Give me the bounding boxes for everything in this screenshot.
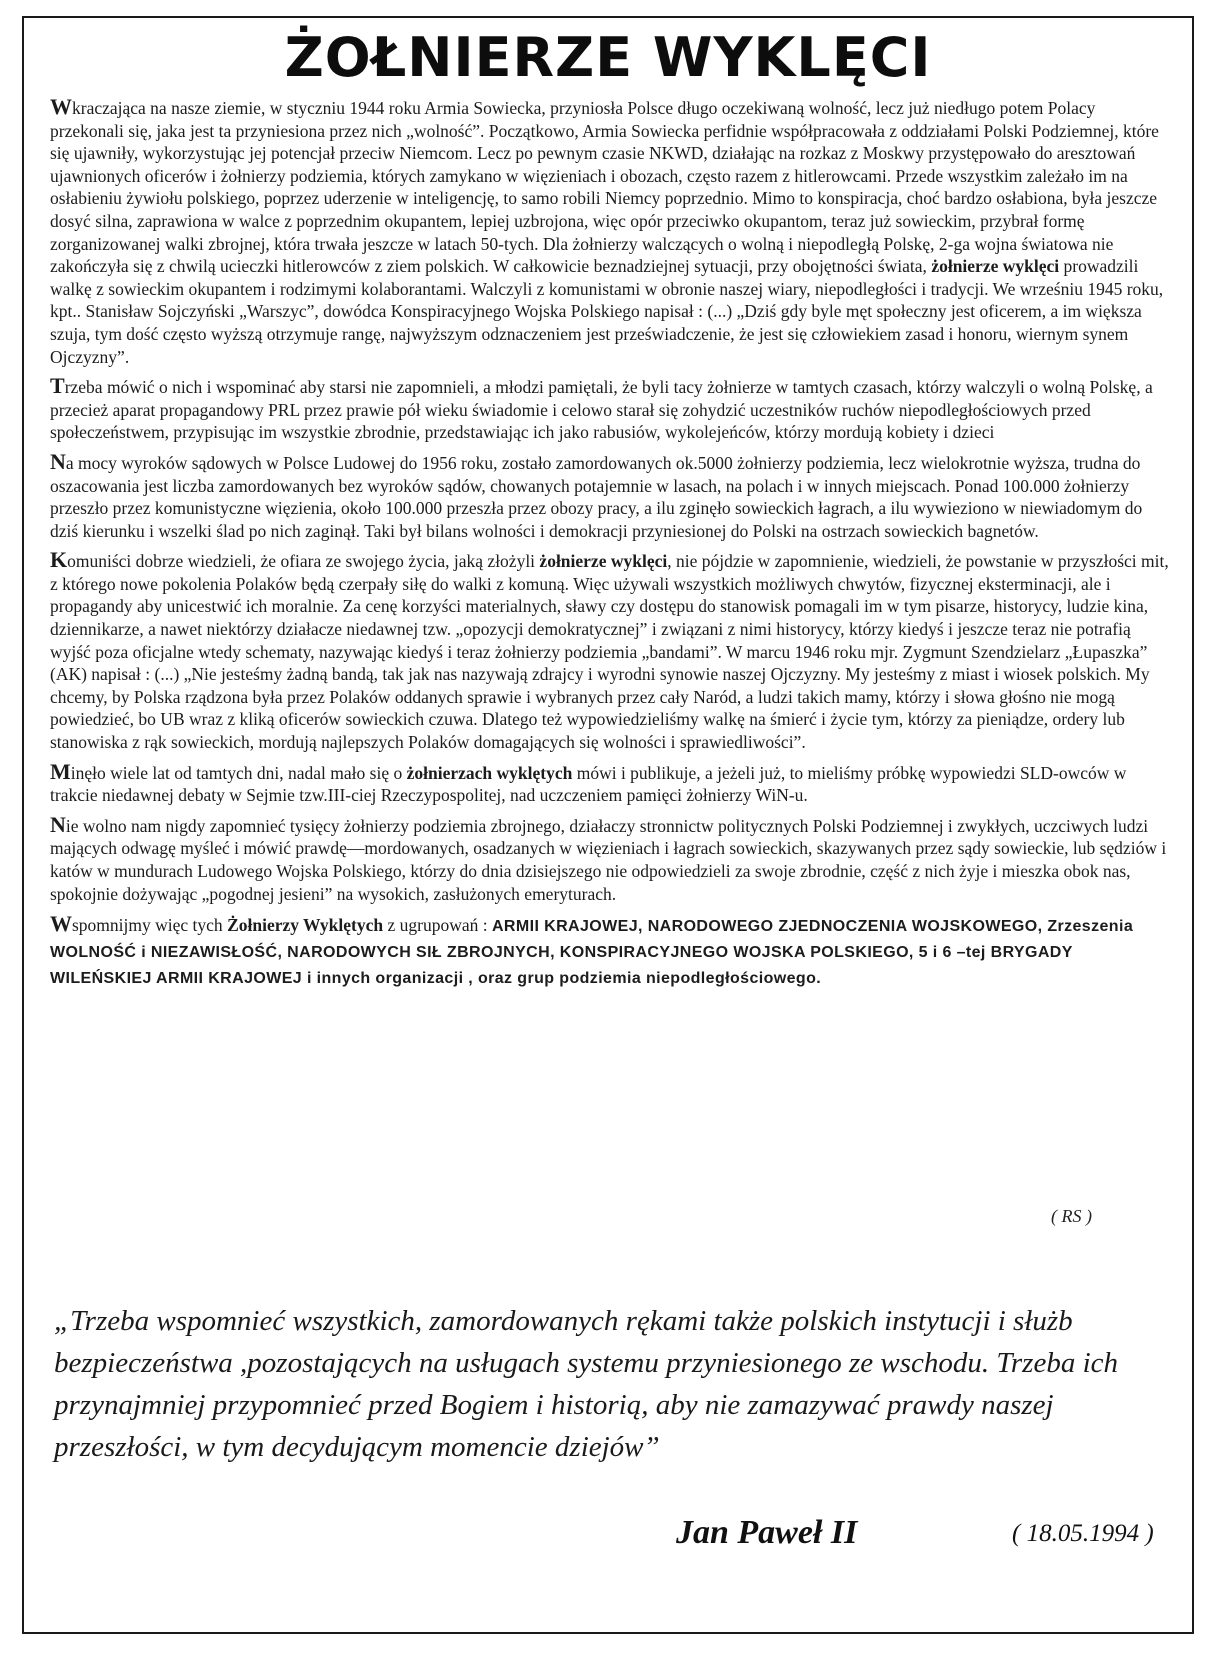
paragraph-initial: T	[50, 373, 65, 399]
closing-paragraph	[50, 912, 1172, 991]
paragraph-initial: M	[50, 758, 71, 784]
body-paragraph	[50, 448, 1172, 542]
paragraph-text: mówi i publikuje, a jeżeli już, to mieliśmy próbkę wypowiedzi SLD-owców w trakcie niedawnej debaty w Sejmie tzw.III-ciej Rzeczypospolitej, nad uczczeniem pamięci żołnierzy WiN-u.	[50, 762, 1127, 806]
body-paragraph	[50, 96, 1172, 368]
quote-author: Jan Paweł II	[676, 1514, 858, 1551]
paragraph-initial: K	[50, 547, 68, 573]
emphasis-text: żołnierze wyklęci	[931, 256, 1060, 277]
body-paragraph	[50, 375, 1172, 444]
paragraph-text: spomnijmy więc tych	[72, 915, 228, 936]
page-frame	[22, 16, 1194, 1634]
paragraph-text: kraczająca na nasze ziemie, w styczniu 1944 roku Armia Sowiecka, przyniosła Polsce długo oczekiwaną wolność, lecz już niedługo potem Polacy przekonali się, jaka jest ta przyniesiona przez nich „wolność”. Początkowo, Armia Sowiecka perfidnie współpracowała z oddziałami Polski Podziemnej, które się ujawniły, wykorzystując jej potencjał przeciw Niemcom. Lecz po pewnym czasie NKWD, działając na rozkaz z Moskwy przystępowało do aresztowań ujawnionych oficerów i żołnierzy podziemia, których zamykano w więzieniach i obozach, często razem z hitlerowcami. Przede wszystkim zależało im na osłabieniu żywiołu polskiego, poprzez uderzenie w inteligencję, to samo robili Niemcy poprzednio. Mimo to konspiracja, choć bardzo osłabiona, była jeszcze dosyć silna, zaprawiona w walce z poprzednim okupantem, lepiej uzbrojona, więc opór przeciwko okupantom, teraz już sowieckim, przybrał formę zorganizowanej walki zbrojnej, która trwała jeszcze w latach 50-tych. Dla żołnierzy walczących o wolną i niepodległą Polskę, 2-ga wojna światowa nie zakończyła się z chwilą ucieczki hitlerowców z ziem polskich. W całkowicie beznadziejnej sytuacji, przy obojętności świata,	[50, 98, 1159, 277]
paragraph-initial: N	[50, 448, 66, 474]
paragraph-text: , nie pójdzie w zapomnienie, wiedzieli, że powstanie w przyszłości mit, z którego nowe pokolenia Polaków będą czerpały siłę do walki z komuną. Więc używali wszystkich możliwych chwytów, fizycznej eksterminacji, ale i propagandy aby unicestwić ich moralnie. Za cenę korzyści materialnych, sławy czy dostępu do stanowisk pomagali im w tym pisarze, historycy, ludzie kina, dziennikarze, a nawet niektórzy działacze niedawnej tzw. „opozycji demokratycznej” i związani z nimi historycy, którzy kiedyś i jeszcze teraz nie potrafią wyjść poza oficjalne wtedy schematy, nazywając kiedyś i teraz żołnierzy podziemia „bandami”. W marcu 1946 roku mjr. Zygmunt Szendzielarz „Łupaszka” (AK) napisał : (...) „Nie jesteśmy żadną bandą, tak jak nas nazywają zdrajcy i wyrodni synowie naszej Ojczyzny. My jesteśmy z miast i wiosek polskich. My chcemy, by Polska rządzona była przez Polaków oddanych sprawie i wybranych przez cały Naród, a ludzi takich mamy, którzy i słowa głośno nie mogą powiedzieć, bo UB wraz z kliką oficerów sowieckich czuwa. Dlatego też wypowiedzieliśmy walkę na śmierć i życie tym, którzy za pieniądze, ordery lub stanowiska z rąk sowieckich, mordują najlepszych Polaków domagających się wolności i sprawiedliwości”.	[50, 551, 1169, 753]
paragraph-list	[50, 96, 1172, 905]
paragraph-text: ie wolno nam nigdy zapomnieć tysięcy żołnierzy podziemia zbrojnego, działaczy stronnictw politycznych Polski Podziemnej i zwykłych, uczciwych ludzi mających odwagę myśleć i mówić prawdę—mordowanych, osadzanych w więzieniach i łagrach sowieckich, skazywanych przez sądy sowieckie, lub sędziów i katów w mundurach Ludowego Wojska Polskiego, którzy do dnia dzisiejszego nie odpowiedzieli za swoje zbrodnie, część z nich żyje i mieszka obok nas, spokojnie dożywając „pogodnej jesieni” na wysokich, zasłużonych emeryturach.	[50, 815, 1167, 904]
emphasis-text: żołnierze wyklęci	[539, 551, 668, 572]
paragraph-initial: W	[50, 94, 72, 119]
organization-names: NARODOWYCH SIŁ ZBROJNYCH, KONSPIRACYJNEGO WOJSKA POLSKIEGO, 5 i 6 –tej BRYGADY WILEŃSKIEJ ARMII KRAJOWEJ	[50, 944, 1073, 988]
quote-date: ( 18.05.1994 )	[1012, 1520, 1154, 1547]
paragraph-text: omuniści dobrze wiedzieli, że ofiara ze swojego życia, jaką złożyli	[67, 551, 540, 572]
paragraph-text: prowadzili walkę z sowieckim okupantem i rodzimymi kolaborantami. Walczyli z komunistami w obronie naszej wiary, niepodległości i tradycji. We wrześniu 1945 roku, kpt.. Stanisław Sojczyński „Warszyc”, dowódca Konspiracyjnego Wojska Polskiego napisał : (...) „Dziś gdy byle męt społeczny jest oficerem, a im większa szuja, tym dość często wyższą otrzymuje rangę, najwyższym odznaczeniem jest przeświadczenie, że jest się człowiekiem zasad i honoru, wiernym synem Ojczyzny”.	[50, 256, 1164, 367]
body-paragraph	[50, 758, 1172, 807]
paragraph-text: z ugrupowań :	[383, 915, 492, 936]
author-initials: ( RS )	[1051, 1206, 1092, 1226]
paragraph-text: rzeba mówić o nich i wspominać aby starsi nie zapomnieli, a młodzi pamiętali, że byli tacy żołnierze w tamtych czasach, którzy walczyli o wolną Polskę, a przecież aparat propagandowy PRL przez prawie pół wieku świadomie i celowo starał się zohydzić uczestników ruchów niepodległościowych przed społeczeństwem, przypisując im wszystkie zbrodnie, przedstawiając ich jako rabusiów, wykolejeńców, którzy mordują kobiety i dzieci	[50, 377, 1153, 443]
article-body	[50, 96, 1172, 998]
paragraph-initial: N	[50, 811, 66, 837]
organization-names: Zrzeszenia WOLNOŚĆ i NIEZAWISŁOŚĆ,	[50, 918, 1134, 962]
organization-names: i innych organizacji , oraz grup podziemia niepodległościowego.	[302, 970, 822, 988]
emphasis-text: żołnierzach wyklętych	[406, 762, 573, 783]
pope-quote: „Trzeba wspomnieć wszystkich, zamordowanych rękami także polskich instytucji i służb bezpieczeństwa ,pozostających na usługach systemu przyniesionego ze wschodu. Trzeba ich przynajmniej przypomnieć przed Bogiem i historią, aby nie zamazywać prawdy naszej przeszłości, w tym decydującym momencie dziejów”	[54, 1305, 1119, 1463]
emphasis-text: Żołnierzy Wyklętych	[227, 915, 384, 936]
paragraph-text: a mocy wyroków sądowych w Polsce Ludowej do 1956 roku, zostało zamordowanych ok.5000 żołnierzy podziemia, lecz wielokrotnie wyższa, trudna do oszacowania jest liczba zamordowanych bez wyroków sądów, chowanych potajemnie w lasach, na polach i w innych miejscach. Ponad 100.000 żołnierzy przeszło przez komunistyczne więzienia, około 100.000 przeszła przez obozy pracy, a ilu zginęło sowieckich łagrach, a ilu wywieziono w niewiadomym do dziś kierunku i wszelki ślad po nich zaginął. Taki był bilans wolności i demokracji przyniesionej do Polski na ostrzach sowieckich bagnetów.	[50, 452, 1143, 541]
document-title: ŻOŁNIERZE WYKLĘCI	[284, 26, 932, 89]
paragraph-text: inęło wiele lat od tamtych dni, nadal mało się o	[70, 762, 407, 783]
paragraph-initial: W	[50, 911, 72, 937]
organization-names: ARMII KRAJOWEJ, NARODOWEGO ZJEDNOCZENIA WOJSKOWEGO,	[491, 918, 1048, 936]
body-paragraph	[50, 549, 1172, 753]
body-paragraph	[50, 811, 1172, 905]
